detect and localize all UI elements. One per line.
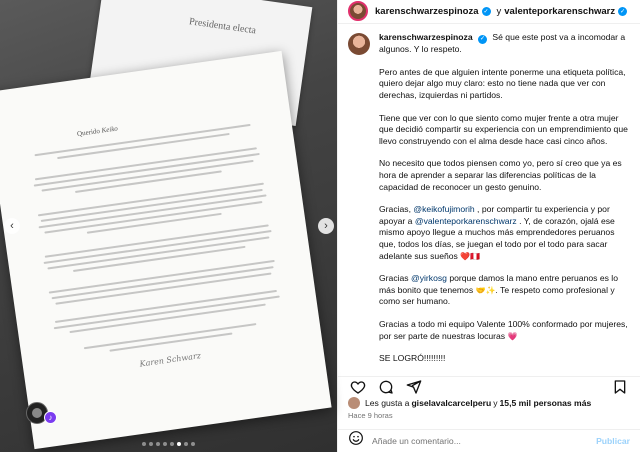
header-usernames: [375, 6, 630, 17]
carousel-dot: [170, 442, 174, 446]
carousel-dot: [142, 442, 146, 446]
caption-p1: Sé que este post va a incomodar a algunos. Y lo respeto.: [379, 31, 626, 55]
carousel-next-button[interactable]: [318, 218, 334, 234]
mention-link[interactable]: @valenteporkarenschwarz: [414, 215, 517, 226]
caption-text: Gracias a todo mi equipo Valente 100% conformado por mujeres, por ser parte de nuestras locuras: [379, 318, 628, 341]
caption-username[interactable]: karenschwarzespinoza: [379, 31, 473, 42]
post-header: [338, 0, 640, 24]
caption-p8: SE LOGRÓ!!!!!!!!!: [379, 353, 446, 364]
heart-icon: [350, 379, 366, 395]
verified-icon: ✓: [483, 8, 489, 15]
carousel-dot: [184, 442, 188, 446]
save-button[interactable]: [610, 377, 630, 397]
carousel-dot: [191, 442, 195, 446]
handshake-emoji: 🤝✨: [475, 285, 496, 295]
smiley-icon[interactable]: [348, 430, 364, 451]
comment-button[interactable]: [376, 377, 396, 397]
caption-p3: Tiene que ver con lo que siento como mujer frente a otra mujer que decidió compartir su experiencia con un emprendimiento que llevo construyendo con el alma desde hace casi cinco años.: [379, 112, 628, 146]
caption-text: Gracias,: [379, 204, 414, 215]
post-side-panel: [337, 0, 640, 452]
caption-text: . Te respeto como profesional y como ser humano.: [379, 284, 615, 307]
carousel-dot: [149, 442, 153, 446]
post-actions: [338, 376, 640, 397]
likes-prefix: Les gusta a: [365, 397, 410, 408]
like-button[interactable]: [348, 377, 368, 397]
carousel-dot: [156, 442, 160, 446]
carousel-dot: [177, 442, 181, 446]
letter-paper: [0, 51, 332, 449]
post-timestamp[interactable]: Hace 9 horas: [348, 410, 393, 420]
author-username[interactable]: karenschwarzespinoza: [375, 5, 479, 17]
share-button[interactable]: [404, 377, 424, 397]
caption-p6: [379, 273, 630, 308]
caption-text: . Y, de corazón, ojalá ese mismo apoyo llegue a muchos más emprendedores peruanos que, todos los días, se juegan el todo por el todo para sacar adelante sus sueños: [379, 215, 615, 261]
verified-icon: ✓: [620, 8, 626, 15]
caption-text: Gracias: [379, 273, 411, 284]
chevron-left-icon: ‹: [10, 219, 14, 232]
caption-p4: No necesito que todos piensen como yo, pero sí creo que ya es hora de aprender a separar las diferencias políticas de la capacidad de reconocer un gesto genuino.: [379, 158, 622, 192]
audio-icon[interactable]: ♪: [44, 411, 57, 424]
post-comment-button[interactable]: Publicar: [596, 435, 630, 446]
caption-p7: [379, 319, 630, 342]
verified-icon: ✓: [478, 35, 487, 44]
letter-greeting-name: Keiko: [100, 124, 119, 135]
likes-count[interactable]: 15,5 mil personas más: [499, 397, 592, 408]
letter-signature: Karen Schwarz: [139, 351, 202, 369]
letter-greeting-text: Querido: [76, 126, 101, 139]
caption-text: porque damos la mano entre peruanos es lo más bonito que tenemos: [379, 273, 618, 295]
caption-author-avatar[interactable]: [348, 33, 370, 55]
caption-text: , por compartir tu experiencia y por apoyar a: [379, 204, 610, 226]
liker-username[interactable]: giselavalcarcelperu: [411, 397, 492, 408]
likes-middle: y: [493, 397, 498, 408]
likes-summary: [338, 397, 640, 409]
comment-icon: [378, 379, 394, 395]
letter-greeting: [77, 104, 264, 138]
caption-p5: [379, 204, 630, 262]
post-caption: [338, 24, 640, 376]
caption-p2: Pero antes de que alguien intente ponerme una etiqueta política, quiero dejar algo muy claro: esto no tiene nada que ver con derechas, izquierdas ni partidos.: [379, 66, 626, 101]
carousel-dots: [0, 442, 337, 446]
bookmark-icon: [612, 379, 628, 395]
comment-bar: [338, 429, 640, 452]
comment-input[interactable]: [372, 436, 596, 446]
avatar-silhouette-icon: [32, 408, 42, 418]
heart-flag-emoji: ❤️🇵🇪: [460, 251, 481, 261]
author-avatar[interactable]: [348, 1, 368, 21]
pink-heart-emoji: 💗: [507, 331, 518, 341]
carousel-dot: [163, 442, 167, 446]
liker-avatar[interactable]: [348, 397, 360, 409]
collaborator-username[interactable]: valenteporkarenschwarz: [504, 5, 616, 17]
back-paper-title: Presidenta electa: [188, 16, 257, 37]
header-separator: y: [496, 5, 502, 17]
mention-link[interactable]: @keikofujimorih: [413, 204, 475, 215]
mention-link[interactable]: @yirkosg: [411, 273, 447, 284]
share-icon: [406, 379, 422, 395]
caption-body: [379, 32, 630, 376]
carousel-prev-button[interactable]: [4, 218, 20, 234]
chevron-right-icon: ›: [324, 219, 328, 232]
